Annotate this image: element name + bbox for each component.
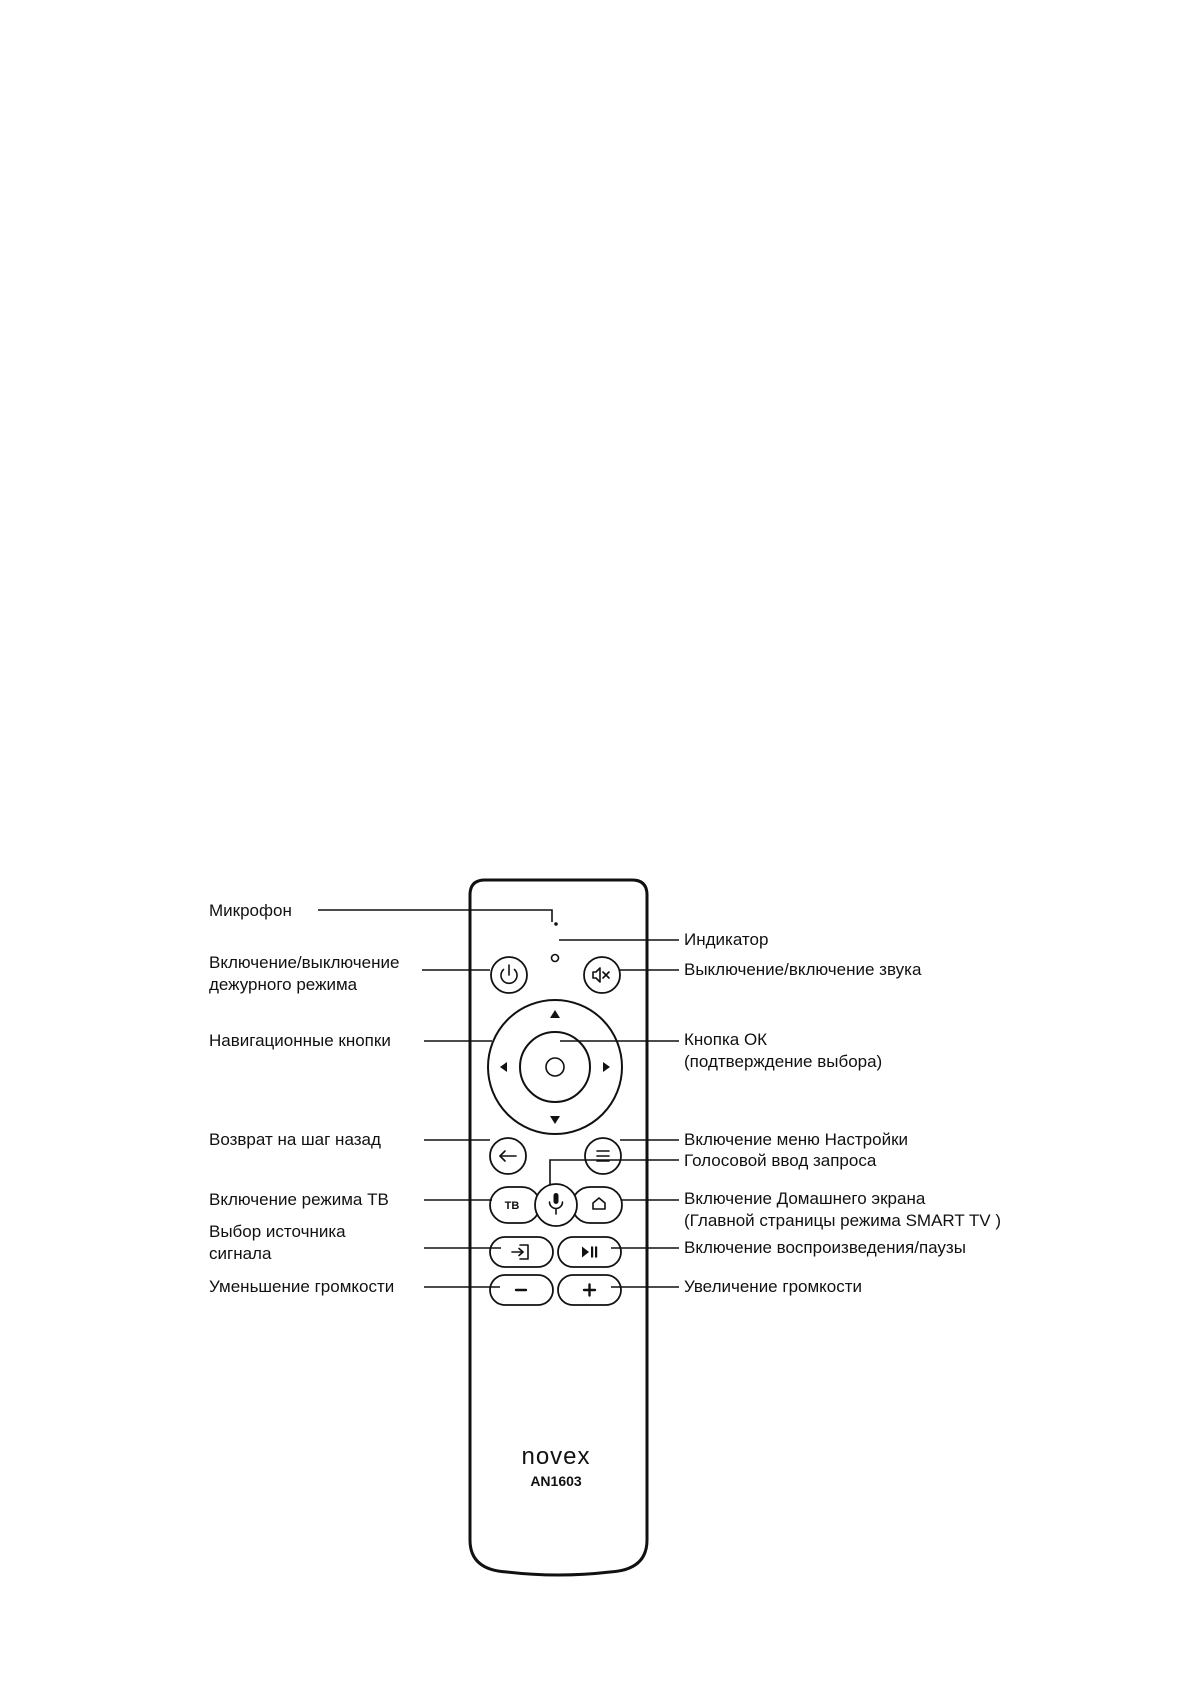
play-pause-button[interactable]: [558, 1237, 621, 1267]
volume-up-button[interactable]: [558, 1275, 621, 1305]
home-button[interactable]: [572, 1187, 622, 1223]
mute-button[interactable]: [584, 957, 620, 993]
label-home-line2: (Главной страницы режима SMART TV ): [684, 1211, 1001, 1230]
label-volume-up: Увеличение громкости: [684, 1277, 863, 1296]
ok-button[interactable]: [520, 1032, 590, 1102]
tv-button[interactable]: [490, 1187, 540, 1223]
label-indicator: Индикатор: [684, 930, 769, 949]
label-volume-down: Уменьшение громкости: [209, 1277, 395, 1296]
label-ok-line2: (подтверждение выбора): [684, 1052, 883, 1071]
source-button[interactable]: [490, 1237, 553, 1267]
label-home-line1: Включение Домашнего экрана: [684, 1189, 926, 1208]
label-settings: Включение меню Настройки: [684, 1130, 908, 1149]
label-source-line2: сигнала: [209, 1244, 272, 1263]
tv-button-label: ТВ: [504, 1200, 520, 1212]
model-number: AN1603: [530, 1473, 582, 1489]
power-button[interactable]: [491, 957, 527, 993]
label-standby-line2: дежурного режима: [209, 975, 358, 994]
volume-down-button[interactable]: [490, 1275, 553, 1305]
label-standby-line1: Включение/выключение: [209, 953, 400, 972]
label-source-line1: Выбор источника: [209, 1222, 346, 1241]
label-navigation: Навигационные кнопки: [209, 1031, 391, 1050]
label-ok-line1: Кнопка ОК: [684, 1030, 768, 1049]
back-button[interactable]: [490, 1138, 526, 1174]
brand-logo: novex: [521, 1443, 591, 1470]
label-back: Возврат на шаг назад: [209, 1130, 381, 1149]
label-mute: Выключение/включение звука: [684, 960, 922, 979]
settings-button[interactable]: [585, 1138, 621, 1174]
label-play-pause: Включение воспроизведения/паузы: [684, 1238, 966, 1257]
label-voice: Голосовой ввод запроса: [684, 1151, 877, 1170]
microphone-hole: [554, 922, 558, 926]
label-microphone: Микрофон: [209, 901, 292, 920]
label-tv-mode: Включение режима ТВ: [209, 1190, 389, 1209]
voice-button[interactable]: [535, 1184, 577, 1226]
